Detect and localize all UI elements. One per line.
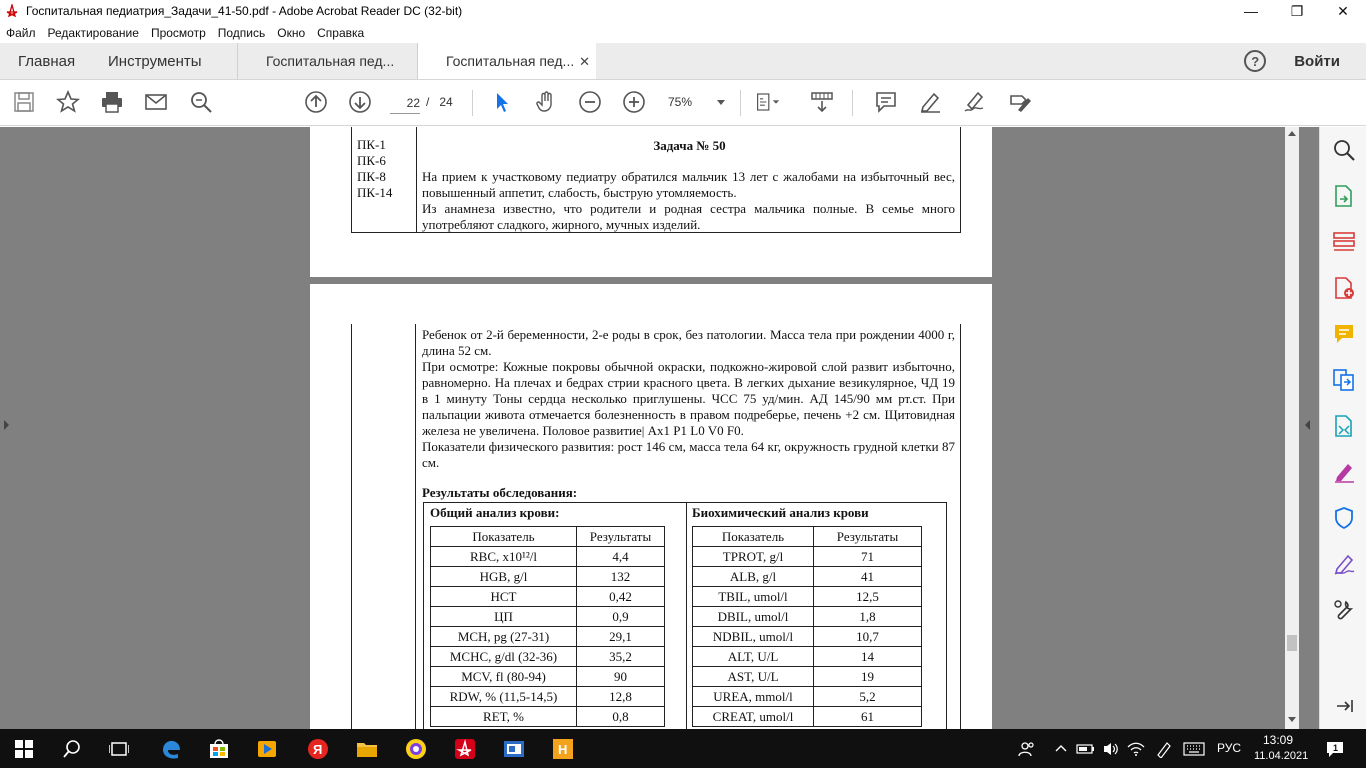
table-cell: UREA, mmol/l (693, 687, 814, 707)
scroll-thumb[interactable] (1287, 635, 1297, 651)
people-icon[interactable] (1015, 737, 1039, 761)
table-cell: 5,2 (814, 687, 922, 707)
more-tools-icon[interactable] (1332, 598, 1356, 622)
app-h-icon[interactable] (551, 737, 575, 761)
table-cell: 0,8 (577, 707, 665, 727)
create-pdf-icon[interactable] (1332, 276, 1356, 300)
table-cell: 12,8 (577, 687, 665, 707)
table-row (693, 627, 922, 647)
competency-code: ПК-14 (357, 185, 393, 200)
pen-ink-icon[interactable] (1152, 737, 1176, 761)
table-cell: RBC, x10¹²/l (431, 547, 577, 567)
competency-code: ПК-1 (357, 137, 386, 152)
menu-edit[interactable]: Редактирование (47, 25, 139, 40)
collapse-pane-icon[interactable] (1332, 694, 1356, 718)
table-row (693, 587, 922, 607)
table-row (431, 647, 665, 667)
show-hidden-icons-icon[interactable] (1049, 737, 1073, 761)
table-cell: 35,2 (577, 647, 665, 667)
menu-window[interactable]: Окно (277, 25, 306, 40)
help-icon[interactable]: ? (1244, 50, 1266, 72)
table-row (693, 547, 922, 567)
table-row (431, 607, 665, 627)
table-cell: ALB, g/l (693, 567, 814, 587)
table-cell: 61 (814, 707, 922, 727)
table-cell: CREAT, umol/l (693, 707, 814, 727)
send-for-signature-icon[interactable] (1332, 552, 1356, 576)
cbc-table (430, 526, 665, 727)
menu-file[interactable]: Файл (6, 25, 36, 40)
table-cell: 14 (814, 647, 922, 667)
bookmark-star-icon[interactable] (56, 90, 80, 114)
right-panel-toggle-icon[interactable] (1305, 420, 1310, 430)
sign-icon[interactable] (962, 90, 986, 114)
task-text (422, 169, 955, 233)
file-explorer-icon[interactable] (355, 737, 379, 761)
task-paragraph: Ребенок от 2-й беременности, 2-е роды в срок, без патологии. Масса тела при рождении 4000 г, длина 52 см. (422, 327, 955, 358)
page-total-value: 24 (439, 95, 453, 109)
table-cell: NDBIL, umol/l (693, 627, 814, 647)
table-cell: MCV, fl (80-94) (431, 667, 577, 687)
presentation-app-icon[interactable] (502, 737, 526, 761)
tab-document-2-label: Госпитальная пед... (446, 53, 575, 69)
table-header-row (693, 527, 922, 547)
table-cell: MCHC, g/dl (32-36) (431, 647, 577, 667)
svg-text:1: 1 (1333, 743, 1339, 753)
table-cell: 10,7 (814, 627, 922, 647)
table-row (431, 667, 665, 687)
table-cell: 0,9 (577, 607, 665, 627)
select-cursor-icon[interactable] (490, 90, 514, 114)
scroll-mode-icon[interactable] (810, 90, 834, 114)
tab-home[interactable]: Главная (18, 52, 76, 70)
table-cell: HCT (431, 587, 577, 607)
restore-button[interactable]: ❐ (1290, 2, 1304, 19)
results-title: Результаты обследования: (422, 485, 578, 500)
table-row (693, 647, 922, 667)
taskbar (0, 729, 1366, 768)
minimize-button[interactable]: — (1244, 3, 1258, 19)
table-row (431, 687, 665, 707)
table-cell: 29,1 (577, 627, 665, 647)
table-cell: 90 (577, 667, 665, 687)
notifications-icon[interactable] (1323, 737, 1347, 761)
document-viewer[interactable] (0, 127, 1319, 729)
table-cell: TBIL, umol/l (693, 587, 814, 607)
title-bar (0, 0, 1366, 22)
protect-icon[interactable] (1332, 506, 1356, 530)
menu-view[interactable]: Просмотр (150, 25, 206, 40)
table-row (693, 567, 922, 587)
table-header: Результаты (814, 527, 922, 547)
table-cell: HGB, g/l (431, 567, 577, 587)
table-row (693, 667, 922, 687)
fill-and-sign-icon[interactable] (1332, 460, 1356, 484)
hand-tool-icon[interactable] (534, 90, 558, 114)
competency-code: ПК-8 (357, 169, 386, 184)
toolbar-divider (852, 90, 853, 116)
svg-text:H: H (558, 742, 568, 757)
table-cell: 132 (577, 567, 665, 587)
competency-codes (357, 137, 392, 201)
table-row (431, 567, 665, 587)
keyboard-icon[interactable] (1182, 737, 1206, 761)
table-row (693, 707, 922, 727)
yandex-browser-icon[interactable] (306, 737, 330, 761)
vertical-scrollbar[interactable] (1285, 127, 1299, 729)
combine-files-icon[interactable] (1332, 368, 1356, 392)
table-header-row (431, 527, 665, 547)
acrobat-reader-taskbar-icon[interactable] (453, 737, 477, 761)
task-text (422, 327, 955, 471)
task-table (351, 127, 961, 233)
next-page-icon[interactable] (348, 90, 372, 114)
input-language[interactable]: РУС (1217, 741, 1242, 755)
tab-bar (0, 43, 1366, 80)
save-icon[interactable] (12, 90, 36, 114)
pdf-page (310, 127, 992, 277)
table-cell: 71 (814, 547, 922, 567)
table-cell: 0,42 (577, 587, 665, 607)
page-number-input[interactable] (390, 92, 420, 114)
zoom-out-icon[interactable] (578, 90, 602, 114)
edit-pdf-icon[interactable] (1332, 414, 1356, 438)
table-cell: RDW, % (11,5-14,5) (431, 687, 577, 707)
close-window-button[interactable]: ✕ (1337, 2, 1349, 19)
table-header: Показатель (693, 527, 814, 547)
results-box (423, 502, 947, 729)
volume-icon[interactable] (1099, 737, 1123, 761)
menu-help[interactable]: Справка (317, 25, 365, 40)
task-title: Задача № 50 (653, 138, 726, 153)
page-separator: / (426, 95, 430, 109)
highlight-pen-icon[interactable] (918, 90, 942, 114)
table-header: Показатель (431, 527, 577, 547)
menu-bar (0, 22, 1366, 43)
print-icon[interactable] (100, 90, 124, 114)
zoom-dropdown-icon[interactable] (717, 100, 725, 105)
task-paragraph: На прием к участковому педиатру обратился мальчик 13 лет с жалобами на избыточный вес, повышенный аппетит, слабость, быструю утомляемость. (422, 169, 955, 200)
table-row (431, 707, 665, 727)
tab-document-2[interactable] (418, 43, 596, 79)
table-row (431, 547, 665, 567)
toolbar-divider (740, 90, 741, 116)
table-cell: 41 (814, 567, 922, 587)
sign-in-button[interactable]: Войти (1294, 52, 1340, 70)
browser-app-icon[interactable] (404, 737, 428, 761)
page-total (426, 95, 453, 109)
competency-code: ПК-6 (357, 153, 386, 168)
task-paragraph: Показатели физического развития: рост 146 см, масса тела 64 кг, окружность грудной клетки 87 см. (422, 439, 955, 470)
table-row (431, 627, 665, 647)
table-cell: TPROT, g/l (693, 547, 814, 567)
media-player-icon[interactable] (255, 737, 279, 761)
search-icon[interactable] (60, 737, 84, 761)
table-column-divider (415, 324, 416, 729)
store-icon[interactable] (207, 737, 231, 761)
acrobat-icon (6, 4, 18, 18)
scroll-down-icon[interactable] (1288, 717, 1296, 722)
table-cell: 19 (814, 667, 922, 687)
enhance-scan-icon[interactable] (1332, 138, 1356, 162)
start-button-icon[interactable] (12, 737, 36, 761)
table-cell: ALT, U/L (693, 647, 814, 667)
wifi-icon[interactable] (1124, 737, 1148, 761)
battery-icon[interactable] (1074, 737, 1098, 761)
fit-page-icon[interactable] (756, 90, 780, 114)
email-icon[interactable] (144, 90, 168, 114)
results-divider (686, 503, 687, 729)
tab-tools[interactable]: Инструменты (90, 43, 238, 79)
tools-pane (1319, 127, 1366, 729)
fill-sign-icon[interactable] (1008, 90, 1032, 114)
clock[interactable] (1254, 732, 1309, 764)
table-cell: MCH, pg (27-31) (431, 627, 577, 647)
zoom-in-icon[interactable] (622, 90, 646, 114)
task-view-icon[interactable] (107, 737, 131, 761)
tab-document-1[interactable]: Госпитальная пед... (238, 43, 418, 79)
table-cell: DBIL, umol/l (693, 607, 814, 627)
menu-sign[interactable]: Подпись (217, 25, 266, 40)
zoom-level[interactable]: 75% (668, 95, 693, 109)
edge-browser-icon[interactable] (159, 737, 183, 761)
biochem-title: Биохимический анализ крови (692, 505, 869, 520)
table-cell: 12,5 (814, 587, 922, 607)
clock-time: 13:09 (1262, 733, 1294, 747)
table-cell: AST, U/L (693, 667, 814, 687)
table-row (693, 687, 922, 707)
table-cell: RET, % (431, 707, 577, 727)
pdf-page (310, 284, 992, 729)
table-cell: 4,4 (577, 547, 665, 567)
clock-date: 11.04.2021 (1254, 750, 1309, 762)
table-row (693, 607, 922, 627)
svg-text:Я: Я (313, 742, 323, 757)
comment-tool-icon[interactable] (1332, 322, 1356, 346)
cbc-title: Общий анализ крови: (430, 505, 560, 520)
toolbar-divider (472, 90, 473, 116)
table-cell: ЦП (431, 607, 577, 627)
biochem-table (692, 526, 922, 727)
close-tab-icon[interactable]: ✕ (579, 54, 590, 69)
table-row (431, 587, 665, 607)
comment-icon[interactable] (874, 90, 898, 114)
task-paragraph: При осмотре: Кожные покровы обычной окраски, подкожно-жировой слой развит избыточно, равномерно. На плечах и бедрах стрии красного цвета. В легких дыхание везикулярное, ЧД 19 в 1 минуту Тоны сердца несколько приглушены. ЧСС 75 уд/мин. АД 145/90 мм рт.ст. При пальпации живота отмечается болезненность в правом подреберье, печень +2 см. Щитовидная железа не увеличена. Половое развитие| Ax1 P1 L0 V0 F0. (422, 359, 955, 438)
window-title: Госпитальная педиатрия_Задачи_41-50.pdf - Adobe Acrobat Reader DC (32-bit) (26, 4, 463, 18)
table-header: Результаты (577, 527, 665, 547)
organize-pages-icon[interactable] (1332, 230, 1356, 254)
export-pdf-icon[interactable] (1332, 184, 1356, 208)
table-cell: 1,8 (814, 607, 922, 627)
left-panel-toggle-icon[interactable] (4, 420, 9, 430)
task-paragraph: Из анамнеза известно, что родители и родная сестра мальчика полные. В семье много употребляют сладкого, жирного, мучных изделий. (422, 201, 955, 232)
search-icon[interactable] (189, 90, 213, 114)
scroll-up-icon[interactable] (1288, 131, 1296, 136)
previous-page-icon[interactable] (304, 90, 328, 114)
